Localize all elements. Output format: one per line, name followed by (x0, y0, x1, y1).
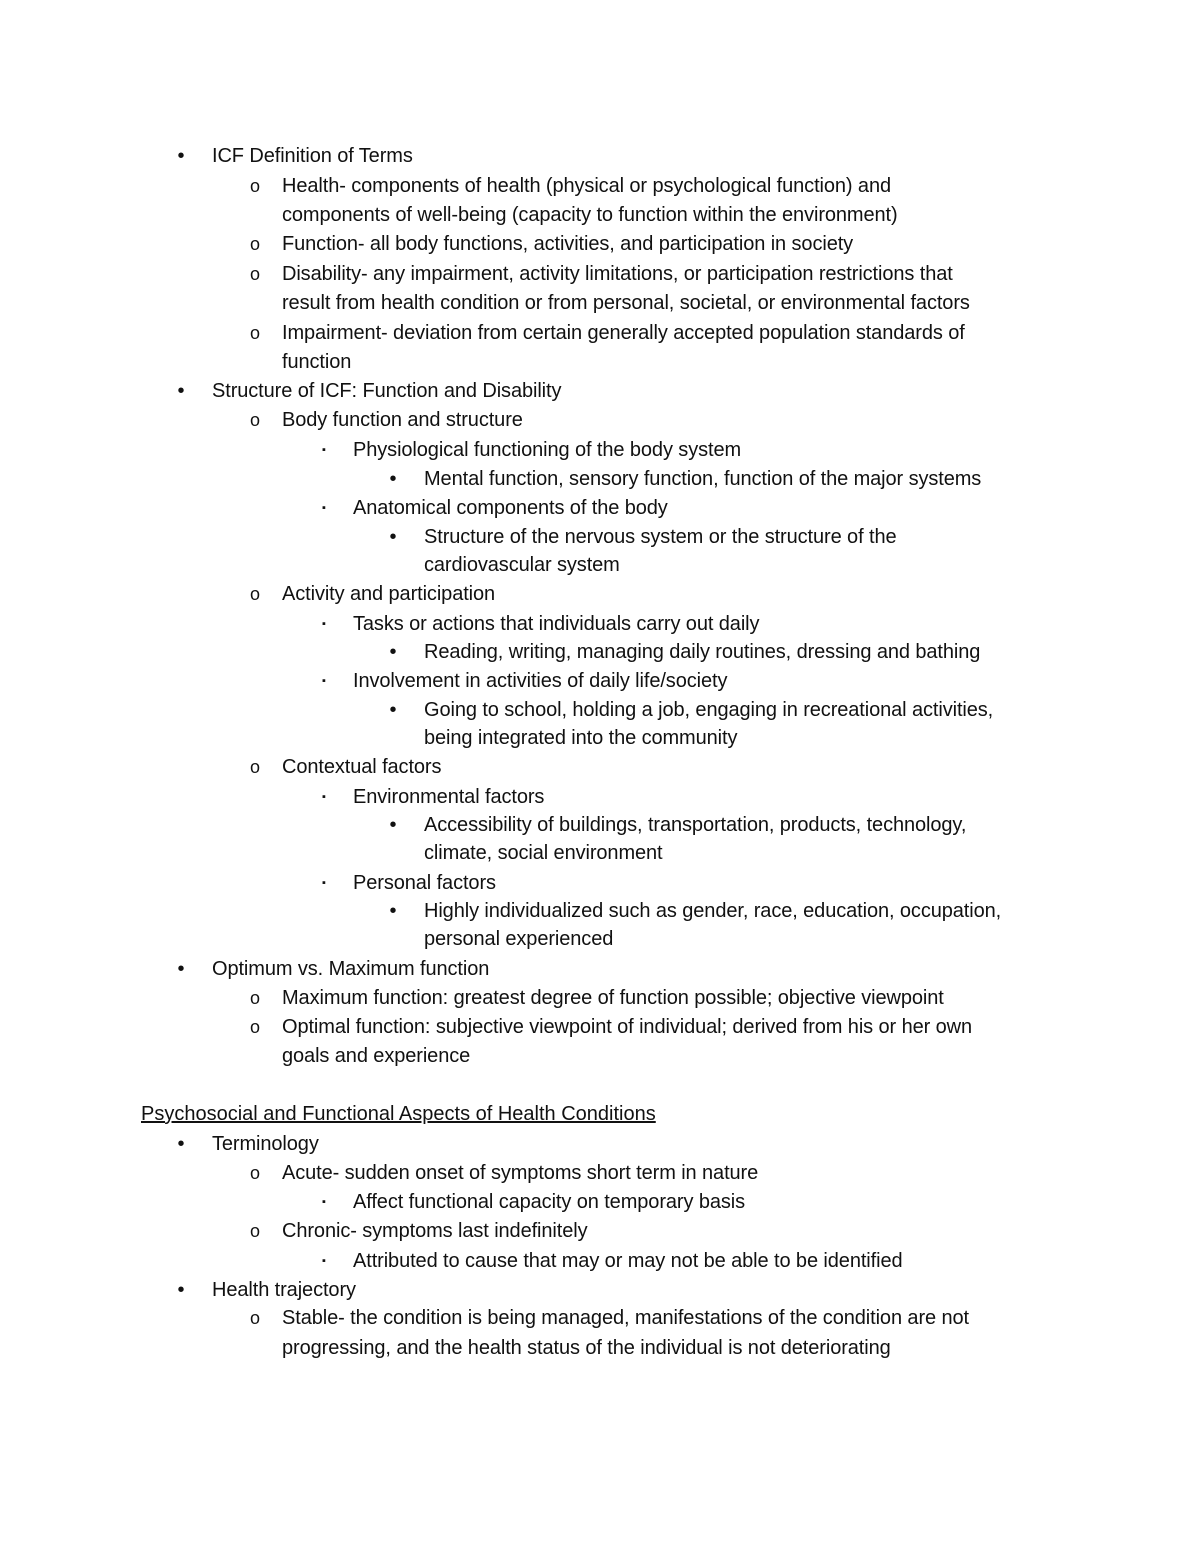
section-heading: Psychosocial and Functional Aspects of Health Conditions (141, 1103, 656, 1125)
list-item-disability-cont: result from health condition or from personal, societal, or environmental factors (282, 292, 970, 314)
list-item-environmental-example-cont: climate, social environment (424, 842, 663, 864)
list-item-impairment-cont: function (282, 351, 352, 373)
list-item-disability: Disability- any impairment, activity limitations, or participation restrictions that (282, 263, 953, 285)
bullet-level2: o (249, 988, 260, 1008)
list-item-personal: Personal factors (353, 872, 496, 894)
bullet-level4: • (389, 699, 397, 721)
list-item-involvement-example: Going to school, holding a job, engaging in recreational activities, (424, 699, 994, 721)
bullet-level2: o (249, 1163, 260, 1183)
list-item-anatomical-example-cont: cardiovascular system (424, 554, 620, 576)
list-item-optimal-cont: goals and experience (282, 1045, 471, 1067)
bullet-level2: o (249, 323, 260, 343)
list-item-chronic: Chronic- symptoms last indefinitely (282, 1220, 588, 1242)
list-item-structure: Structure of ICF: Function and Disability (212, 380, 562, 402)
bullet-level2: o (249, 584, 260, 604)
bullet-level1: • (177, 380, 185, 402)
list-item-involvement: Involvement in activities of daily life/society (353, 670, 728, 692)
list-item-chronic-detail: Attributed to cause that may or may not be able to be identified (353, 1250, 903, 1272)
bullet-level1: • (177, 145, 185, 167)
list-item-function: Function- all body functions, activities, and participation in society (282, 233, 854, 255)
bullet-level2: o (249, 176, 260, 196)
list-item-health: Health- components of health (physical or psychological function) and (282, 175, 891, 197)
list-item-health-cont: components of well-being (capacity to function within the environment) (282, 204, 898, 226)
list-item-personal-example: Highly individualized such as gender, race, education, occupation, (424, 900, 1002, 922)
list-item-environmental: Environmental factors (353, 786, 545, 808)
list-item-optimal: Optimal function: subjective viewpoint of individual; derived from his or her own (282, 1016, 973, 1038)
bullet-level3: ▪ (322, 791, 326, 803)
list-item-terminology: Terminology (212, 1133, 319, 1155)
list-item-anatomical-example: Structure of the nervous system or the structure of the (424, 526, 897, 548)
list-item-body-function: Body function and structure (282, 409, 523, 431)
list-item-activity: Activity and participation (282, 583, 496, 605)
bullet-level4: • (389, 641, 397, 663)
bullet-level4: • (389, 814, 397, 836)
bullet-level3: ▪ (322, 877, 326, 889)
bullet-level3: ▪ (322, 502, 326, 514)
bullet-level3: ▪ (322, 1255, 326, 1267)
bullet-level3: ▪ (322, 444, 326, 456)
bullet-level2: o (249, 264, 260, 284)
bullet-level3: ▪ (322, 618, 326, 630)
bullet-level2: o (249, 1017, 260, 1037)
list-item-stable-cont: progressing, and the health status of the individual is not deteriorating (282, 1337, 891, 1359)
bullet-level2: o (249, 1221, 260, 1241)
bullet-level3: ▪ (322, 675, 326, 687)
bullet-level3: ▪ (322, 1196, 326, 1208)
bullet-level2: o (249, 1308, 260, 1328)
list-item-physiological: Physiological functioning of the body system (353, 439, 742, 461)
bullet-level4: • (389, 900, 397, 922)
list-item-anatomical: Anatomical components of the body (353, 497, 668, 519)
list-item-involvement-example-cont: being integrated into the community (424, 727, 738, 749)
list-item-icf-definitions: ICF Definition of Terms (212, 145, 413, 167)
list-item-maximum: Maximum function: greatest degree of function possible; objective viewpoint (282, 987, 944, 1009)
bullet-level4: • (389, 468, 397, 490)
list-item-optimum: Optimum vs. Maximum function (212, 958, 490, 980)
list-item-acute: Acute- sudden onset of symptoms short term in nature (282, 1162, 759, 1184)
list-item-environmental-example: Accessibility of buildings, transportation, products, technology, (424, 814, 967, 836)
list-item-contextual: Contextual factors (282, 756, 442, 778)
bullet-level1: • (177, 1133, 185, 1155)
list-item-stable: Stable- the condition is being managed, manifestations of the condition are not (282, 1307, 969, 1329)
bullet-level2: o (249, 757, 260, 777)
list-item-physiological-example: Mental function, sensory function, function of the major systems (424, 468, 982, 490)
list-item-tasks: Tasks or actions that individuals carry out daily (353, 613, 760, 635)
bullet-level1: • (177, 1279, 185, 1301)
list-item-personal-example-cont: personal experienced (424, 928, 614, 950)
list-item-acute-detail: Affect functional capacity on temporary basis (353, 1191, 746, 1213)
list-item-impairment: Impairment- deviation from certain generally accepted population standards of (282, 322, 965, 344)
bullet-level2: o (249, 410, 260, 430)
bullet-level4: • (389, 526, 397, 548)
bullet-level2: o (249, 234, 260, 254)
list-item-tasks-example: Reading, writing, managing daily routines, dressing and bathing (424, 641, 981, 663)
list-item-trajectory: Health trajectory (212, 1279, 356, 1301)
bullet-level1: • (177, 958, 185, 980)
